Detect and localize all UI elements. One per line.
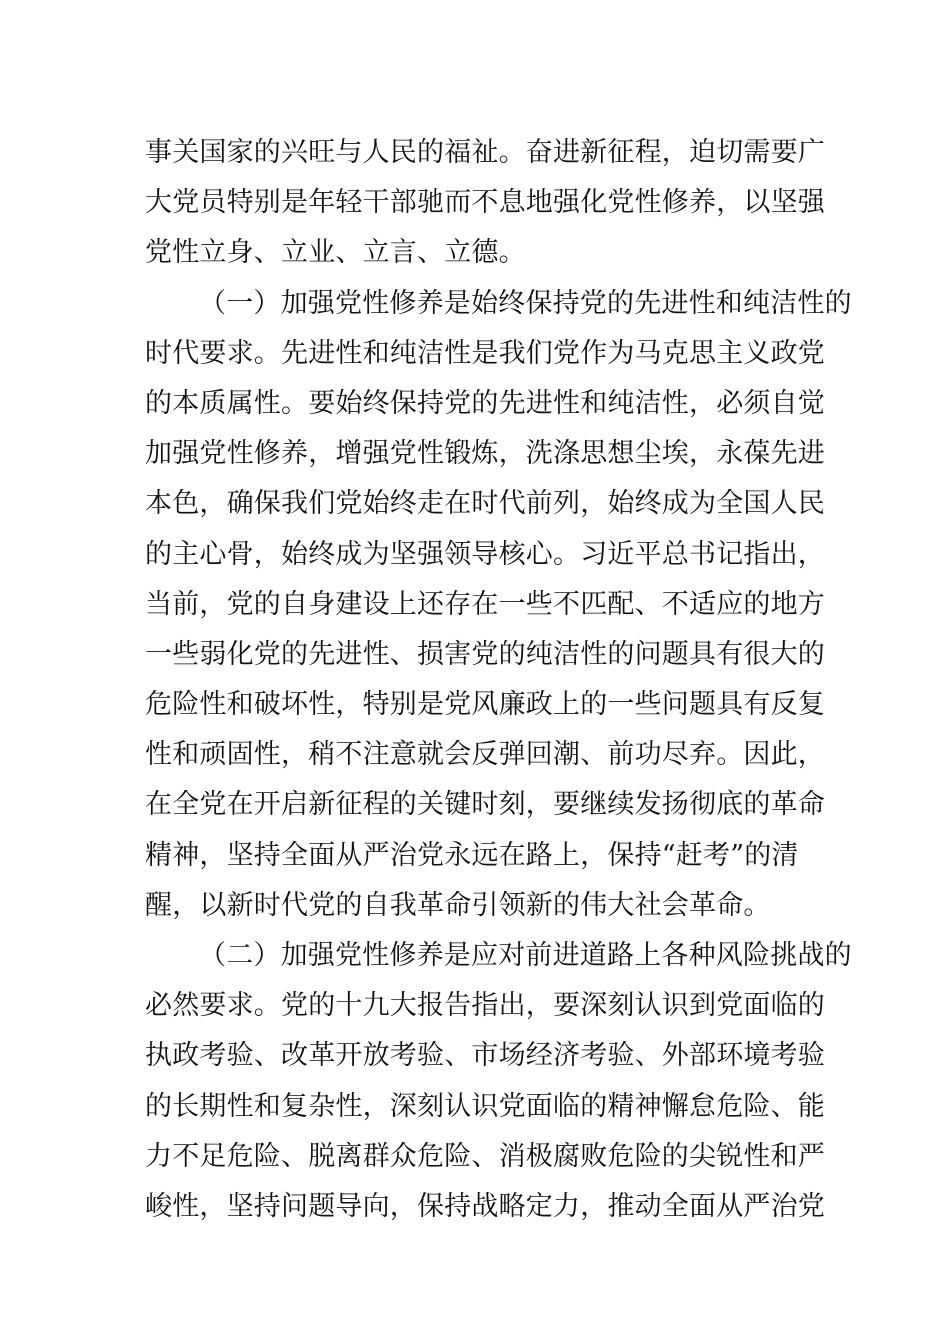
text-line: 精神，坚持全面从严治党永远在路上，保持“赶考”的清 xyxy=(145,839,799,871)
text-line: 性和顽固性，稍不注意就会反弹回潮、前功尽弃。因此， xyxy=(145,739,825,771)
text-line: 醒，以新时代党的自我革命引领新的伟大社会革命。 xyxy=(145,889,771,921)
paragraph-start-line: （二）加强党性修养是应对前进道路上各种风险挑战的 xyxy=(199,940,852,971)
text-line: 一些弱化党的先进性、损害党的纯洁性的问题具有很大的 xyxy=(145,638,825,670)
text-line: 时代要求。先进性和纯洁性是我们党作为马克思主义政党 xyxy=(145,337,825,369)
text-line: 事关国家的兴旺与人民的福祉。奋进新征程，迫切需要广 xyxy=(145,137,825,168)
text-line: 的本质属性。要始终保持党的先进性和纯洁性，必须自觉 xyxy=(145,387,825,419)
paragraph-start-line: （一）加强党性修养是始终保持党的先进性和纯洁性的 xyxy=(199,287,852,319)
text-line: 的长期性和复杂性，深刻认识党面临的精神懈怠危险、能 xyxy=(145,1090,825,1122)
text-line: 大党员特别是年轻干部驰而不息地强化党性修养，以坚强 xyxy=(145,187,825,219)
text-line: 本色，确保我们党始终走在时代前列，始终成为全国人民 xyxy=(145,488,825,520)
body-text xyxy=(145,128,852,1232)
text-line: 执政考验、改革开放考验、市场经济考验、外部环境考验 xyxy=(145,1040,825,1072)
text-line: 在全党在开启新征程的关键时刻，要继续发扬彻底的革命 xyxy=(145,789,825,821)
text-line: 力不足危险、脱离群众危险、消极腐败危险的尖锐性和严 xyxy=(145,1140,825,1172)
text-line: 危险性和破坏性，特别是党风廉政上的一些问题具有反复 xyxy=(145,689,825,721)
text-line: 加强党性修养，增强党性锻炼，洗涤思想尘埃，永葆先进 xyxy=(145,438,825,470)
text-line: 必然要求。党的十九大报告指出，要深刻认识到党面临的 xyxy=(145,990,825,1022)
text-line: 党性立身、立业、立言、立德。 xyxy=(145,237,526,269)
text-line: 当前，党的自身建设上还存在一些不匹配、不适应的地方 xyxy=(145,588,825,620)
text-line: 的主心骨，始终成为坚强领导核心。习近平总书记指出， xyxy=(145,538,825,570)
text-line: 峻性，坚持问题导向，保持战略定力，推动全面从严治党 xyxy=(145,1190,825,1222)
